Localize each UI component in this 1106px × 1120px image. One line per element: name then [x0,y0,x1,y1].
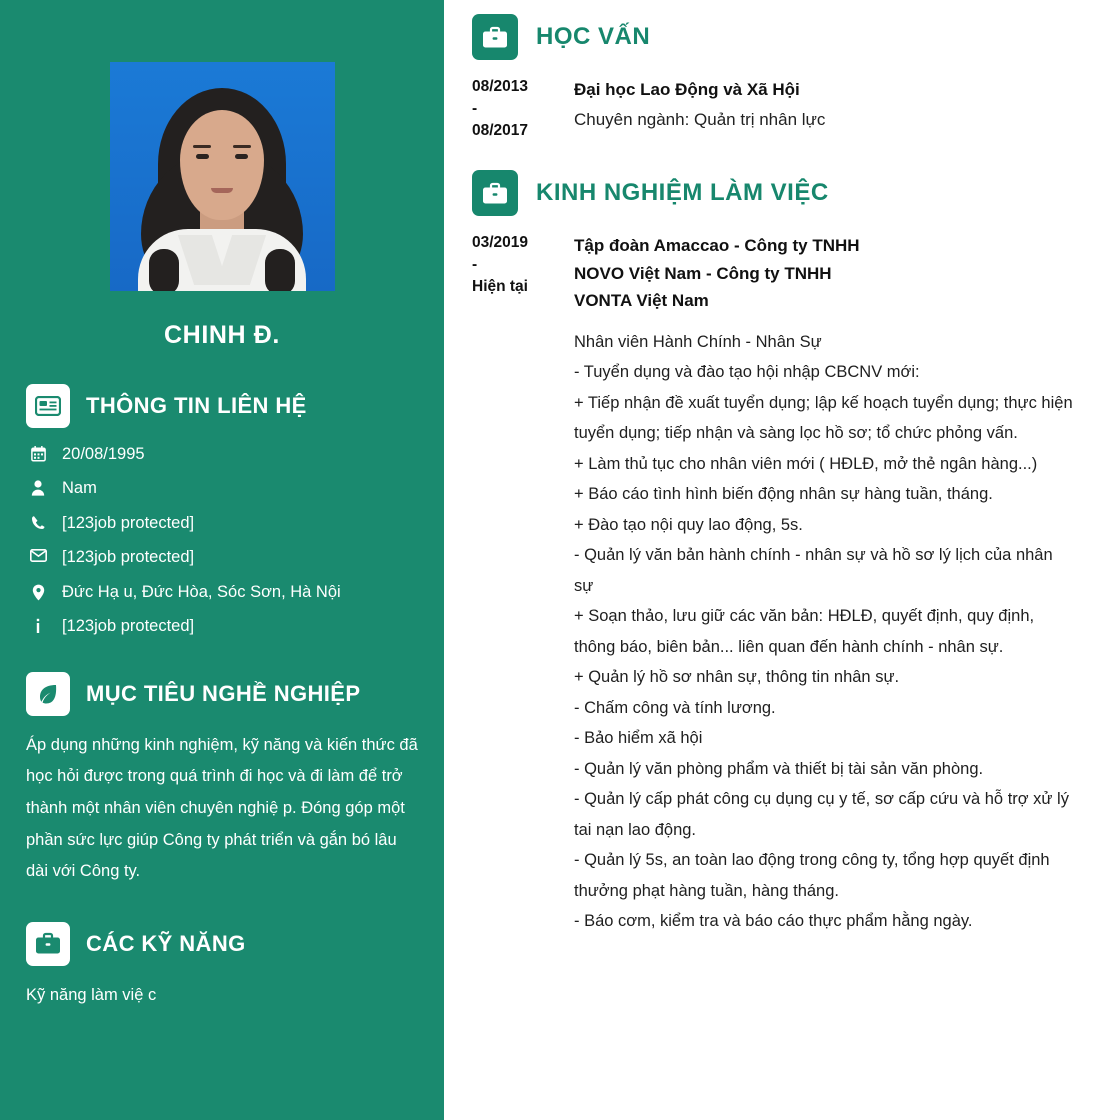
experience-detail-line: - Quản lý 5s, an toàn lao động trong công ty, tổng hợp quyết định thưởng phạt hàng tuần, hàng tháng. [574,851,1050,900]
person-icon [28,478,48,496]
cv-sidebar [0,0,444,1120]
contact-value-info: [123job protected] [62,617,195,636]
skills-text: Kỹ năng làm việ c [26,985,157,1004]
experience-description [574,327,1076,937]
experience-company-line-1: Tập đoàn Amaccao - Công ty TNHH [574,236,860,255]
education-section-header [472,14,1076,60]
briefcase-icon [472,14,518,60]
experience-date-to: Hiện tại [472,278,528,295]
experience-section-header [472,170,1076,216]
education-body [574,76,1076,142]
education-major: Chuyên ngành: Quản trị nhân lực [574,109,826,129]
info-icon [28,616,48,634]
experience-dates [472,232,558,937]
experience-date-dash: - [472,256,478,273]
portrait-face [180,110,264,220]
portrait-eye-right [235,154,248,159]
contact-row-info [28,616,418,637]
experience-detail-line: + Báo cáo tình hình biến động nhân sự hàng tuần, tháng. [574,485,993,504]
experience-detail-line: - Chấm công và tính lương. [574,698,776,717]
experience-detail-line: + Làm thủ tục cho nhân viên mới ( HĐLĐ, mở thẻ ngân hàng...) [574,454,1038,473]
section-spacer [472,142,1076,170]
skills-section [26,922,418,1011]
candidate-name: CHINH Đ. [164,321,280,349]
mail-icon [28,547,48,562]
location-icon [28,582,48,601]
contact-section-title: THÔNG TIN LIÊN HỆ [86,393,307,418]
experience-detail-line: - Báo cơm, kiểm tra và báo cáo thực phẩm hằng ngày. [574,912,973,931]
objective-section-title: MỤC TIÊU NGHỀ NGHIỆP [86,680,361,706]
contact-row-birthdate [28,444,418,465]
contact-list [26,444,418,638]
education-school: Đại học Lao Động và Xã Hội [574,80,800,99]
contact-row-gender [28,478,418,499]
id-card-icon [26,384,70,428]
education-dates [472,76,558,142]
contact-row-email[interactable] [28,547,418,568]
experience-date-from: 03/2019 [472,234,529,251]
experience-detail-line: + Quản lý hồ sơ nhân sự, thông tin nhân sự. [574,668,900,687]
contact-value-phone: [123job protected] [62,513,195,532]
education-section-title: HỌC VẤN [536,23,651,50]
experience-detail-line: - Tuyển dụng và đào tạo hội nhập CBCNV mới: [574,363,920,382]
phone-icon [28,513,48,530]
contact-value-gender: Nam [62,479,97,498]
calendar-icon [28,444,48,462]
skills-section-title: CÁC KỸ NĂNG [86,930,246,956]
leaf-icon [26,672,70,716]
portrait-mouth [211,188,233,193]
portrait-eye-left [196,154,209,159]
education-section [472,14,1076,142]
portrait-brow-left [193,145,211,148]
experience-entry [472,232,1076,937]
objective-text: Áp dụng những kinh nghiệm, kỹ năng và kiến thức đã học hỏi được trong quá trình đi học và đi làm để trở thành một nhân viên chuyên nghiệ p. Đóng góp một phần sức lực giúp Công ty phát triển và gắn bó lâu dài với Công ty. [26,735,418,881]
portrait-brow-right [233,145,251,148]
objective-section-header [26,672,418,716]
education-entry [472,76,1076,142]
education-date-dash: - [472,100,478,117]
education-date-from: 08/2013 [472,78,529,95]
experience-detail-line: - Quản lý văn phòng phẩm và thiết bị tài sản văn phòng. [574,759,984,778]
education-date-to: 08/2017 [472,122,529,139]
contact-section [26,384,418,638]
contact-row-address [28,582,418,603]
experience-section-title: KINH NGHIỆM LÀM VIỆC [536,179,829,206]
portrait-hair-front [147,257,297,291]
contact-row-phone[interactable] [28,513,418,534]
contact-value-address: Đức Hạ u, Đức Hòa, Sóc Sơn, Hà Nội [62,582,341,601]
experience-detail-line: + Soạn thảo, lưu giữ các văn bản: HĐLĐ, quyết định, quy định, thông báo, biên bản... liên quan đến hành chính - nhân sự. [574,607,1035,656]
briefcase-icon [26,922,70,966]
contact-value-email: [123job protected] [62,548,195,567]
experience-detail-line: - Bảo hiểm xã hội [574,729,703,748]
experience-position: Nhân viên Hành Chính - Nhân Sự [574,332,822,351]
experience-detail-line: - Quản lý cấp phát công cụ dụng cụ y tế, sơ cấp cứu và hỗ trợ xử lý tai nạn lao động. [574,790,1069,839]
contact-value-birthdate: 20/08/1995 [62,445,145,463]
experience-company-line-3: VONTA Việt Nam [574,291,709,311]
career-objective-section [26,672,418,888]
briefcase-icon [472,170,518,216]
experience-detail-line: + Tiếp nhận đề xuất tuyển dụng; lập kế hoạch tuyển dụng; thực hiện tuyển dụng; tiếp nhận và sàng lọc hồ sơ; tổ chức phỏng vấn. [574,393,1073,443]
experience-body [574,232,1076,937]
experience-detail-line: + Đào tạo nội quy lao động, 5s. [574,515,803,534]
experience-section [472,170,1076,937]
contact-section-header [26,384,418,428]
experience-detail-line: - Quản lý văn bản hành chính - nhân sự và hồ sơ lý lịch của nhân sự [574,546,1053,595]
cv-main [444,0,1106,1120]
experience-company-line-2: NOVO Việt Nam - Công ty TNHH [574,263,832,283]
skills-section-header [26,922,418,966]
profile-photo [110,62,335,291]
